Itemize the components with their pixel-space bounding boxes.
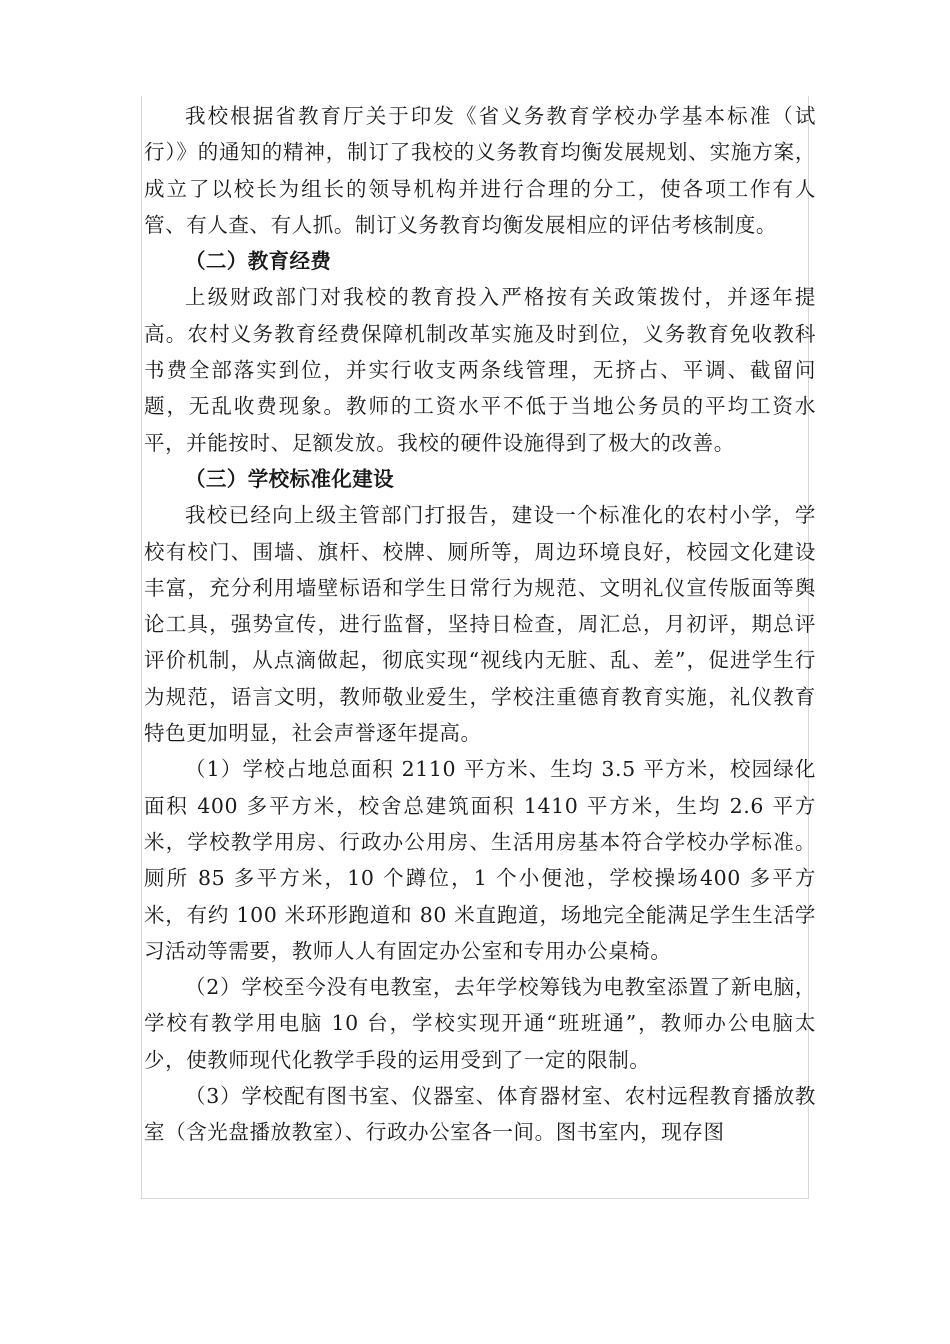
paragraph-funding: 上级财政部门对我校的教育投入严格按有关政策拨付，并逐年提高。农村义务教育经费保障机制改革实施及时到位，义务教育免收教科书费全部落实到位，并实行收支两条线管理，无挤占、平调、截留问题，无乱收费现象。教师的工资水平不低于当地公务员的平均工资水平，并能按时、足额发放。我校的硬件设施得到了极大的改善。 (144, 285, 816, 455)
paragraph-intro: 我校根据省教育厅关于印发《省义务教育学校办学基本标准（试行）》的通知的精神，制订了我校的义务教育均衡发展规划、实施方案，成立了以校长为组长的领导机构并进行合理的分工，使各项工作有人管、有人查、有人抓。制订义务教育均衡发展相应的评估考核制度。 (144, 104, 816, 237)
paragraph-item-1: （1）学校占地总面积 2110 平方米、生均 3.5 平方米，校园绿化面积 400 多平方米，校舍总建筑面积 1410 平方米，生均 2.6 平方米，学校教学用房、行政办公用房、生活用房基本符合学校办学标准。厕所 85 多平方米，10 个蹲位，1 个小便池，学校操场400 多平方米，有约 100 米环形跑道和 80 米直跑道，场地完全能满足学生生活学习活动等需要，教师人人有固定办公室和专用办公桌椅。 (144, 757, 816, 963)
document-body (144, 96, 816, 1151)
paragraph-item-2: （2）学校至今没有电教室，去年学校筹钱为电教室添置了新电脑，学校有教学用电脑 10 台，学校实现开通“班班通”，教师办公电脑太少，使教师现代化教学手段的运用受到了一定的限制。 (144, 975, 816, 1072)
section-heading-funding: （二）教育经费 (185, 249, 332, 274)
paragraph-standardization: 我校已经向上级主管部门打报告，建设一个标准化的农村小学，学校有校门、围墙、旗杆、校牌、厕所等，周边环境良好，校园文化建设丰富，充分利用墙壁标语和学生日常行为规范、文明礼仪宣传版面等舆论工具，强势宣传，进行监督，坚持日检查，周汇总，月初评，期总评评价机制，从点滴做起，彻底实现“视线内无脏、乱、差”，促进学生行为规范，语言文明，教师敬业爱生，学校注重德育教育实施，礼仪教育特色更加明显，社会声誉逐年提高。 (144, 503, 816, 746)
paragraph-item-3: （3）学校配有图书室、仪器室、体育器材室、农村远程教育播放教室（含光盘播放教室）、行政办公室各一间。图书室内，现存图 (144, 1084, 816, 1145)
document-page (141, 96, 816, 1199)
section-heading-standardization: （三）学校标准化建设 (185, 466, 394, 491)
